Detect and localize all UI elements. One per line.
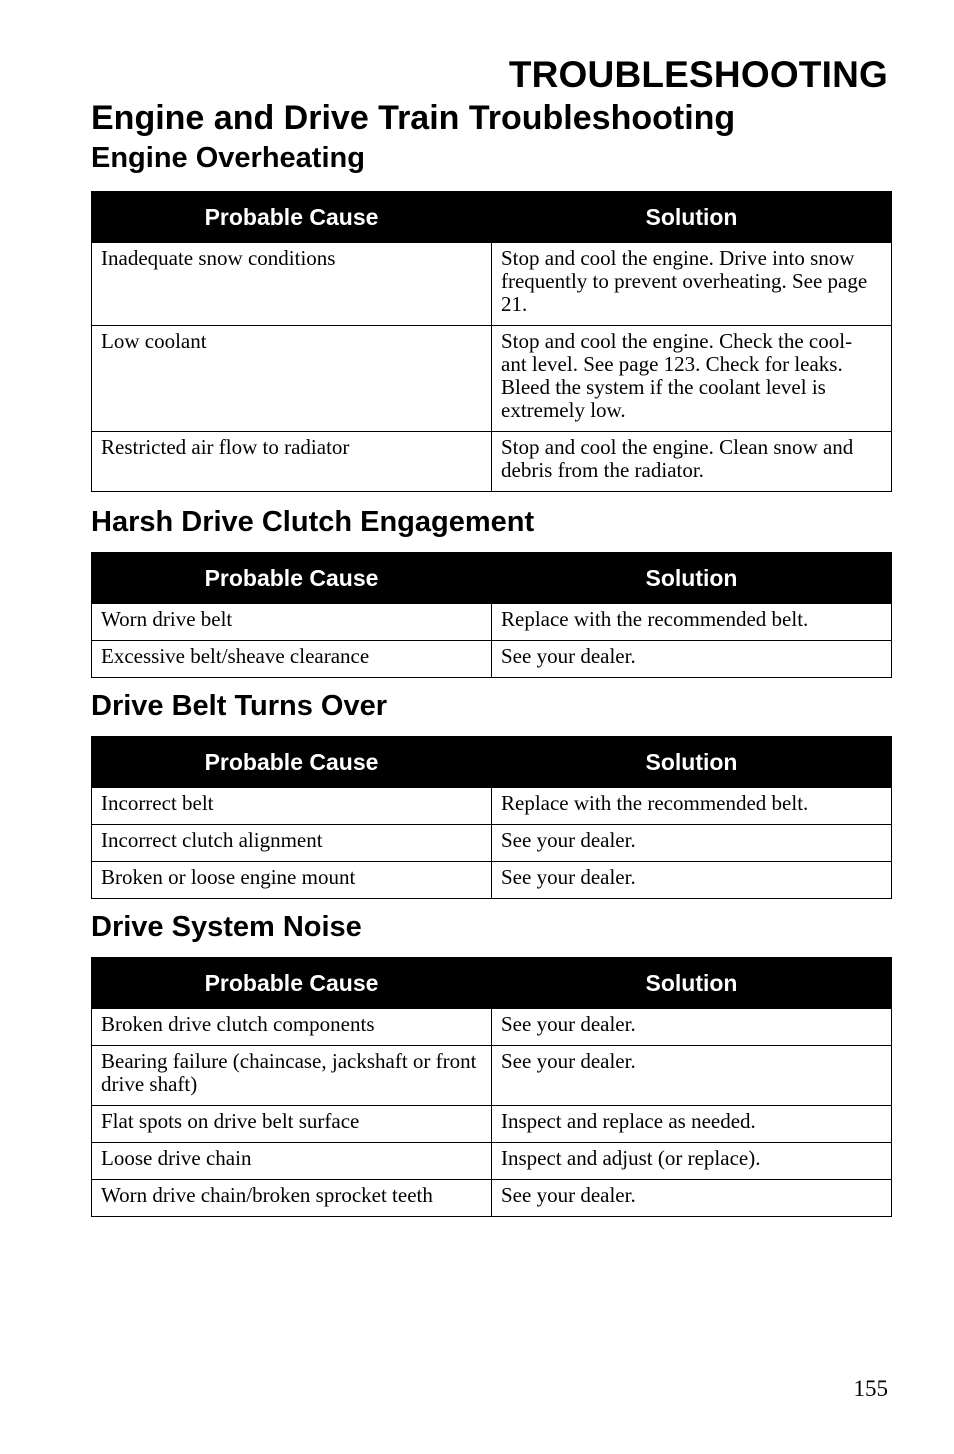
- subsection-title-harsh-drive-clutch-engagement: Harsh Drive Clutch Engagement: [91, 506, 535, 538]
- table-header-row: [92, 958, 892, 1009]
- column-header-solution: Solution: [492, 737, 892, 788]
- cause-cell: Broken or loose engine mount: [92, 862, 492, 899]
- table-row: [92, 1180, 892, 1217]
- table-header-row: [92, 737, 892, 788]
- solution-cell: Stop and cool the engine. Check the cool- ant level. See page 123. Check for leaks. Bleed the system if the coolant level is extremely low.: [492, 326, 892, 432]
- solution-cell: See your dealer.: [492, 1009, 892, 1046]
- content: [91, 96, 890, 1217]
- table-row: [92, 825, 892, 862]
- cause-cell: Low coolant: [92, 326, 492, 432]
- page-number: 155: [853, 1376, 888, 1401]
- column-header-solution: Solution: [492, 958, 892, 1009]
- section-title: Engine and Drive Train Troubleshooting: [91, 99, 736, 137]
- table-row: [92, 1009, 892, 1046]
- solution-cell: Replace with the recommended belt.: [492, 788, 892, 825]
- table-row: [92, 243, 892, 326]
- table-row: [92, 604, 892, 641]
- solution-cell: Stop and cool the engine. Drive into snow frequently to prevent overheating. See page 21.: [492, 243, 892, 326]
- table-header-row: [92, 553, 892, 604]
- solution-cell: See your dealer.: [492, 1046, 892, 1106]
- solution-cell: Inspect and replace as needed.: [492, 1106, 892, 1143]
- cause-cell: Worn drive chain/broken sprocket teeth: [92, 1180, 492, 1217]
- solution-cell: See your dealer.: [492, 862, 892, 899]
- cause-cell: Broken drive clutch components: [92, 1009, 492, 1046]
- table-row: [92, 1143, 892, 1180]
- troubleshooting-table-engine-overheating: [91, 191, 892, 492]
- cause-cell: Restricted air flow to radiator: [92, 432, 492, 492]
- cause-cell: Excessive belt/sheave clearance: [92, 641, 492, 678]
- column-header-solution: Solution: [492, 192, 892, 243]
- table-row: [92, 862, 892, 899]
- solution-cell: Replace with the recommended belt.: [492, 604, 892, 641]
- subsection-title-drive-belt-turns-over: Drive Belt Turns Over: [91, 690, 388, 722]
- column-header-probable-cause: Probable Cause: [92, 958, 492, 1009]
- page-header: TROUBLESHOOTING: [508, 54, 888, 95]
- troubleshooting-table-harsh-drive-clutch-engagement: [91, 552, 892, 678]
- troubleshooting-table-drive-belt-turns-over: [91, 736, 892, 899]
- solution-cell: See your dealer.: [492, 641, 892, 678]
- solution-cell: Inspect and adjust (or replace).: [492, 1143, 892, 1180]
- cause-cell: Incorrect belt: [92, 788, 492, 825]
- cause-cell: Worn drive belt: [92, 604, 492, 641]
- table-row: [92, 641, 892, 678]
- table-row: [92, 432, 892, 492]
- column-header-solution: Solution: [492, 553, 892, 604]
- column-header-probable-cause: Probable Cause: [92, 553, 492, 604]
- solution-cell: See your dealer.: [492, 1180, 892, 1217]
- subsection-title-engine-overheating: Engine Overheating: [91, 142, 365, 174]
- table-row: [92, 326, 892, 432]
- solution-cell: Stop and cool the engine. Clean snow and debris from the radiator.: [492, 432, 892, 492]
- troubleshooting-table-drive-system-noise: [91, 957, 892, 1217]
- cause-cell: Loose drive chain: [92, 1143, 492, 1180]
- cause-cell: Flat spots on drive belt surface: [92, 1106, 492, 1143]
- table-header-row: [92, 192, 892, 243]
- table-row: [92, 1046, 892, 1106]
- cause-cell: Inadequate snow conditions: [92, 243, 492, 326]
- table-row: [92, 788, 892, 825]
- table-row: [92, 1106, 892, 1143]
- cause-cell: Incorrect clutch alignment: [92, 825, 492, 862]
- column-header-probable-cause: Probable Cause: [92, 737, 492, 788]
- column-header-probable-cause: Probable Cause: [92, 192, 492, 243]
- solution-cell: See your dealer.: [492, 825, 892, 862]
- cause-cell: Bearing failure (chaincase, jackshaft or front drive shaft): [92, 1046, 492, 1106]
- subsection-title-drive-system-noise: Drive System Noise: [91, 911, 362, 943]
